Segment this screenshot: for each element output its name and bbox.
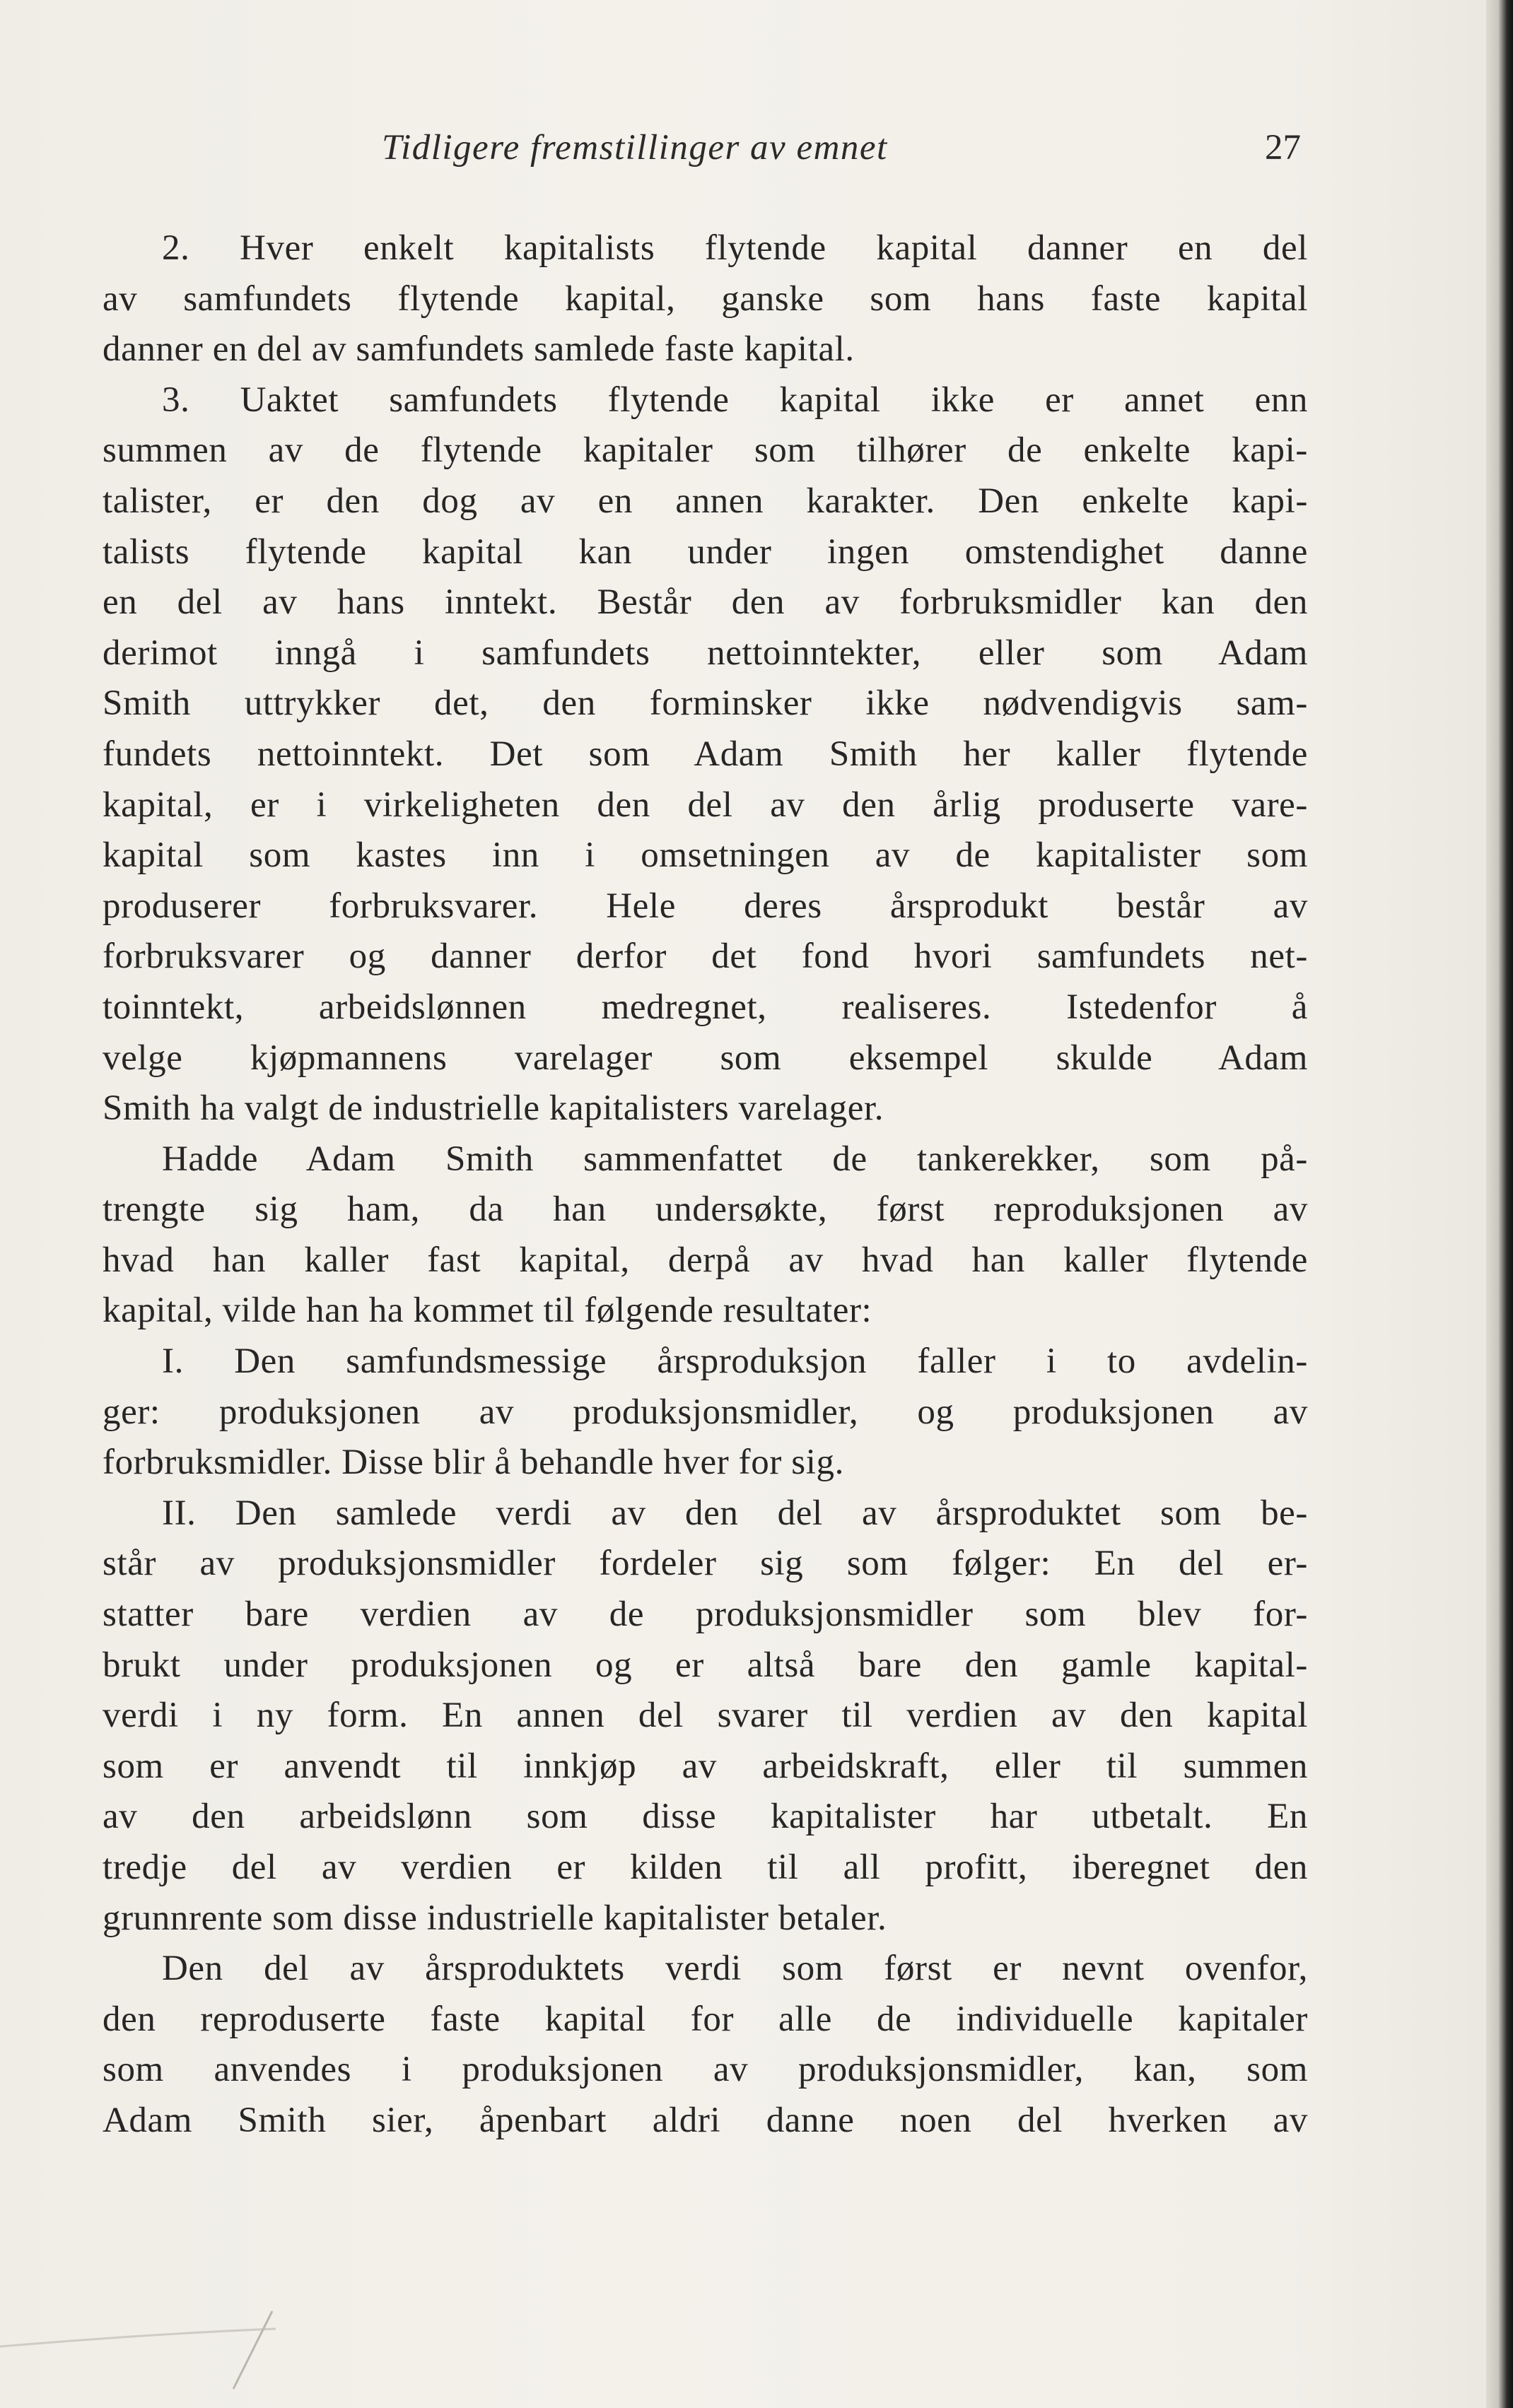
text-line: 3. Uaktet samfundets flytende kapital ikke er annet enn [162, 380, 1308, 420]
text-line: ger: produksjonen av produksjonsmidler, og produksjonen av [103, 1392, 1308, 1432]
page-edge-shadow [1486, 0, 1513, 2408]
text-line: talists flytende kapital kan under ingen omstendighet danne [103, 531, 1308, 572]
text-line: kapital, vilde han ha kommet til følgende resultater: [103, 1291, 872, 1331]
text-line: som er anvendt til innkjøp av arbeidskraft, eller til summen [103, 1746, 1308, 1786]
text-line: derimot inngå i samfundets nettoinntekter, eller som Adam [103, 633, 1308, 673]
text-line: talister, er den dog av en annen karakter. Den enkelte kapi- [103, 481, 1308, 521]
text-line: står av produksjonsmidler fordeler sig som følger: En del er- [103, 1544, 1308, 1584]
text-line: II. Den samlede verdi av den del av årsproduktet som be- [162, 1493, 1308, 1533]
text-line: av samfundets flytende kapital, ganske som hans faste kapital [103, 278, 1308, 319]
text-line: velge kjøpmannens varelager som eksempel skulde Adam [103, 1038, 1308, 1078]
body-text [103, 223, 1308, 2146]
text-line: Smith ha valgt de industrielle kapitalisters varelager. [103, 1088, 884, 1129]
text-line: en del av hans inntekt. Består den av forbruksmidler kan den [103, 582, 1308, 623]
text-line: den reproduserte faste kapital for alle de individuelle kapitaler [103, 1999, 1308, 2039]
text-line: summen av de flytende kapitaler som tilhører de enkelte kapi- [103, 430, 1308, 471]
text-line: statter bare verdien av de produksjonsmidler som blev for- [103, 1594, 1308, 1635]
text-line: fundets nettoinntekt. Det som Adam Smith her kaller flytende [103, 734, 1308, 774]
text-line: toinntekt, arbeidslønnen medregnet, realiseres. Istedenfor å [103, 987, 1308, 1027]
text-line: Adam Smith sier, åpenbart aldri danne noen del hverken av [103, 2100, 1308, 2140]
text-line: danner en del av samfundets samlede faste kapital. [103, 329, 855, 370]
text-line: brukt under produksjonen og er altså bare den gamle kapital- [103, 1645, 1308, 1685]
text-line: hvad han kaller fast kapital, derpå av hvad han kaller flytende [103, 1240, 1308, 1280]
text-line: kapital som kastes inn i omsetningen av de kapitalister som [103, 835, 1308, 876]
text-line: 2. Hver enkelt kapitalists flytende kapital danner en del [162, 228, 1308, 268]
running-head [382, 127, 1301, 184]
text-line: tredje del av verdien er kilden til all profitt, iberegnet den [103, 1848, 1308, 1887]
text-line: trengte sig ham, da han undersøkte, først reproduksjonen av [103, 1190, 1308, 1230]
text-line: Hadde Adam Smith sammenfattet de tankerekker, som på- [162, 1139, 1308, 1179]
page-number: 27 [1265, 128, 1301, 168]
running-title: Tidligere fremstillinger av emnet [382, 128, 888, 168]
text-line: produserer forbruksvarer. Hele deres årsprodukt består av [103, 886, 1308, 926]
text-line: verdi i ny form. En annen del svarer til verdien av den kapital [103, 1696, 1308, 1736]
text-line: som anvendes i produksjonen av produksjonsmidler, kan, som [103, 2050, 1308, 2090]
text-line: forbruksmidler. Disse blir å behandle hver for sig. [103, 1443, 844, 1483]
text-line: Smith uttrykker det, den forminsker ikke nødvendigvis sam- [103, 683, 1308, 724]
text-line: grunnrente som disse industrielle kapitalister betaler. [103, 1898, 887, 1938]
text-line: I. Den samfundsmessige årsproduksjon faller i to avdelin- [162, 1341, 1308, 1382]
pencil-mark [0, 2290, 297, 2403]
text-line: kapital, er i virkeligheten den del av den årlig produserte vare- [103, 785, 1308, 825]
text-line: av den arbeidslønn som disse kapitalister har utbetalt. En [103, 1797, 1308, 1837]
text-line: Den del av årsproduktets verdi som først er nevnt ovenfor, [162, 1949, 1308, 1989]
text-line: forbruksvarer og danner derfor det fond hvori samfundets net- [103, 936, 1308, 977]
